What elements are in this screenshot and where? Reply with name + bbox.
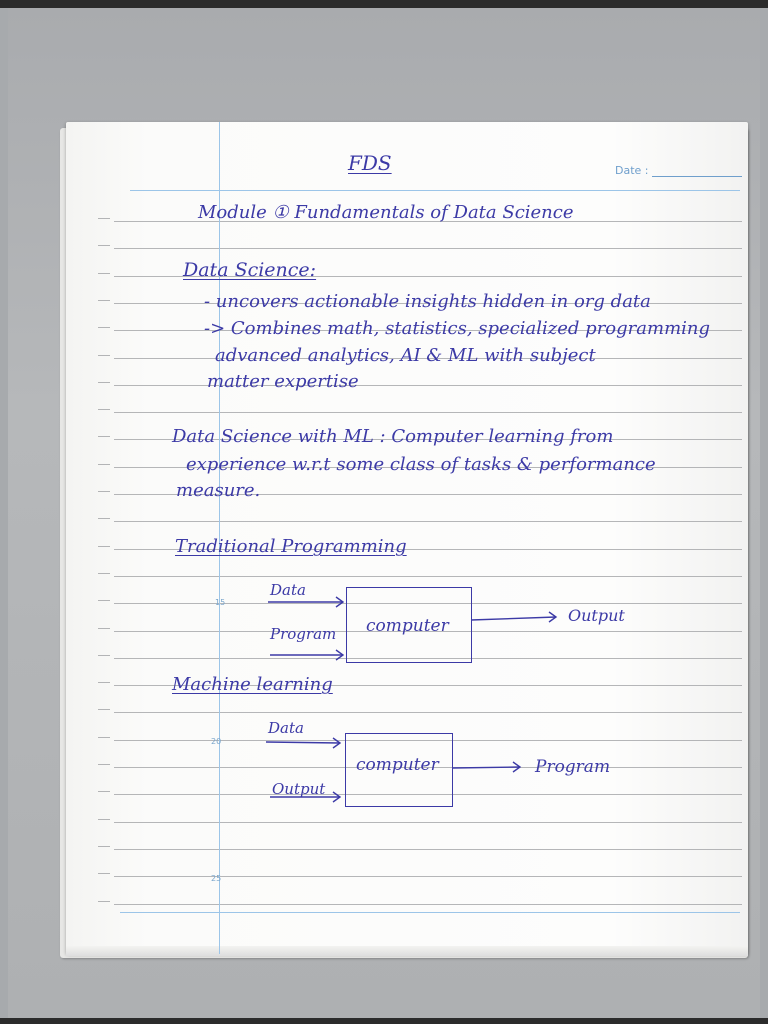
ml-output-label: Output <box>272 780 326 798</box>
traditional-programming-heading: Traditional Programming <box>175 536 407 557</box>
data-science-heading: Data Science: <box>183 259 317 281</box>
ml-program-arrow <box>452 767 520 768</box>
tp-output-label: Output <box>568 606 625 625</box>
tp-data-label: Data <box>270 581 306 599</box>
machine-learning-heading: Machine learning <box>172 674 333 695</box>
ml-data-arrow <box>266 742 340 743</box>
tp-computer-label: computer <box>366 616 449 636</box>
data-science-point-4: matter expertise <box>207 371 359 392</box>
tp-output-arrow <box>471 617 556 620</box>
line-number-20: 20 <box>211 737 222 746</box>
line-number-25: 25 <box>211 874 222 883</box>
ml-data-label: Data <box>268 719 304 737</box>
subject-title: FDS <box>348 151 392 175</box>
ml-computer-label: computer <box>356 755 439 775</box>
ml-definition-line-2: experience w.r.t some class of tasks & performance <box>186 454 656 475</box>
ml-definition-line-1: Data Science with ML : Computer learning from <box>172 426 614 447</box>
module-title: Module ① Fundamentals of Data Science <box>198 202 574 223</box>
data-science-point-3: advanced analytics, AI & ML with subject <box>215 345 596 366</box>
date-label: Date : <box>615 164 649 177</box>
data-science-point-2: -> Combines math, statistics, specialized programming <box>204 318 711 339</box>
line-number-15: 15 <box>215 598 226 607</box>
ml-program-label: Program <box>535 757 611 777</box>
data-science-point-1: - uncovers actionable insights hidden in org data <box>204 291 651 312</box>
tp-program-label: Program <box>270 625 337 643</box>
ml-definition-line-3: measure. <box>176 480 261 501</box>
